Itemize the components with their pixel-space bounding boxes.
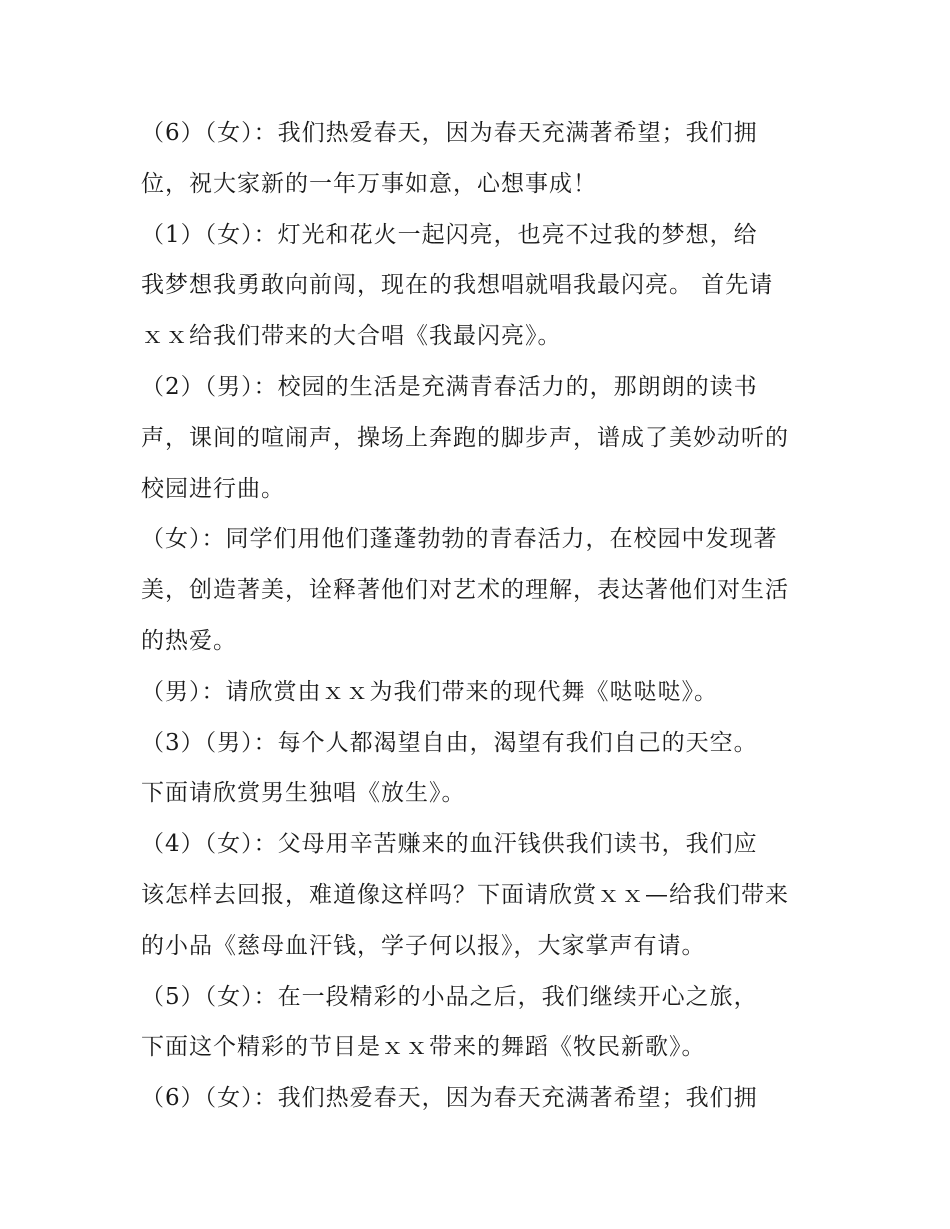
text-line: 校园进行曲。 bbox=[141, 475, 285, 502]
text-line: ｘｘ给我们带来的大合唱《我最闪亮》。 bbox=[141, 323, 562, 350]
text-line: （男）：请欣赏由ｘｘ为我们带来的现代舞《哒哒哒》。 bbox=[141, 678, 718, 705]
text-line: 我梦想我勇敢向前闯，现在的我想唱就唱我最闪亮。 首先请 bbox=[141, 272, 774, 299]
text-line: 位，祝大家新的一年万事如意，心想事成！ bbox=[141, 170, 597, 197]
text-line: （6）（女）：我们热爱春天，因为春天充满著希望；我们拥 bbox=[141, 120, 758, 146]
text-line: （女）：同学们用他们蓬蓬勃勃的青春活力，在校园中发现著 bbox=[141, 526, 778, 553]
text-line: （4）（女）：父母用辛苦赚来的血汗钱供我们读书，我们应 bbox=[141, 831, 758, 858]
text-line: 该怎样去回报，难道像这样吗？下面请欣赏ｘｘ—给我们带来 bbox=[141, 881, 789, 908]
text-line: 下面这个精彩的节目是ｘｘ带来的舞蹈《牧民新歌》。 bbox=[141, 1034, 706, 1061]
text-line: （1）（女）：灯光和花火一起闪亮，也亮不过我的梦想，给 bbox=[141, 221, 758, 248]
text-line: 的小品《慈母血汗钱，学子何以报》，大家掌声有请。 bbox=[141, 932, 706, 959]
text-line: （5）（女）：在一段精彩的小品之后，我们继续开心之旅， bbox=[141, 983, 758, 1010]
text-line: 美，创造著美，诠释著他们对艺术的理解，表达著他们对生活 bbox=[141, 577, 789, 604]
text-line: 下面请欣赏男生独唱《放生》。 bbox=[141, 780, 466, 807]
document-body bbox=[141, 108, 821, 1124]
text-line: 声，课间的喧闹声，操场上奔跑的脚步声，谱成了美妙动听的 bbox=[141, 424, 789, 451]
text-line: 的热爱。 bbox=[141, 627, 237, 654]
text-line: （2）（男）：校园的生活是充满青春活力的，那朗朗的读书 bbox=[141, 373, 758, 400]
text-line: （3）（男）：每个人都渴望自由，渴望有我们自己的天空。 bbox=[141, 729, 758, 756]
text-line: （6）（女）：我们热爱春天，因为春天充满著希望；我们拥 bbox=[141, 1085, 758, 1112]
